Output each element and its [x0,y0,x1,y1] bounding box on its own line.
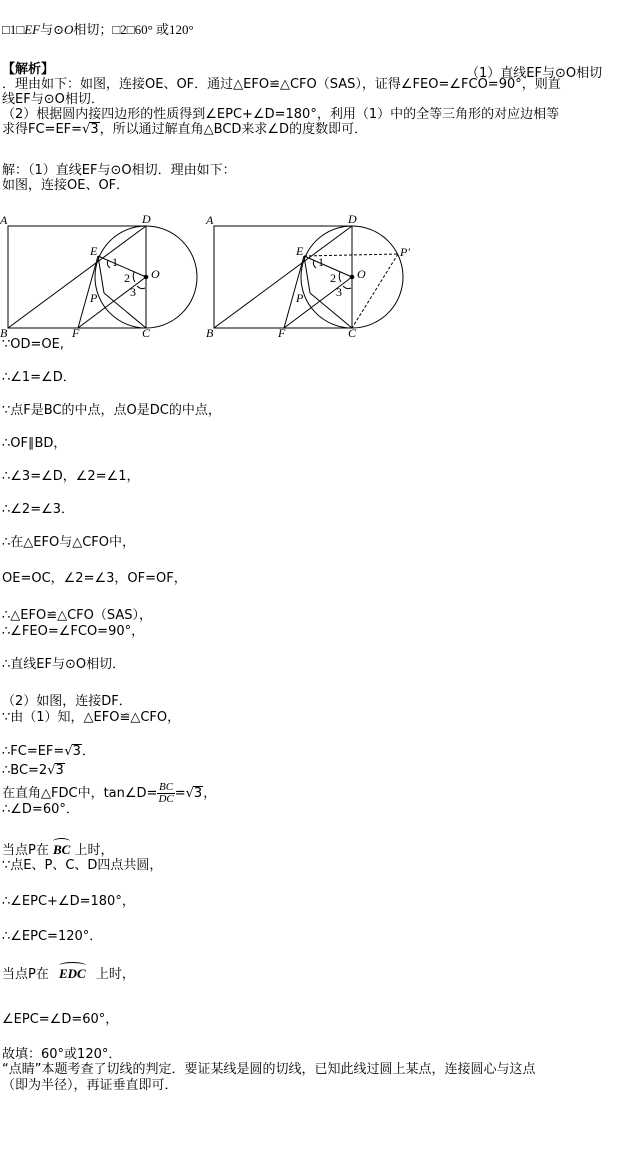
proof-line-18-b: 上时， [74,843,114,858]
answer-mid-1: 与⊙ [40,22,65,37]
proof-line-16: 在直角△FDC中，tan∠D= $\frac{BC}{DC}$ =√3， [2,781,217,805]
proof-line-4: ∴OF∥BD， [2,436,67,451]
proof-line-15: ∴BC=2√3 [2,763,64,778]
proof-line-16-radicand: 3 [193,786,203,801]
fig2-angle-1: 1 [318,255,324,269]
analysis-title: 【解析】 [2,62,55,77]
figure-1 [8,226,197,328]
proof-line-22-a: 当点P在 [2,967,49,982]
proof-line-23: ∠EPC=∠D=60°， [2,1012,119,1027]
fig2-angle-2: 2 [330,271,336,285]
proof-line-14-radicand: 3 [72,744,81,759]
proof-line-18 [2,842,113,858]
fig2-label-f: F [278,326,286,340]
fig1-label-o: O [151,267,160,281]
proof-line-18-a: 当点P在 [2,843,49,858]
analysis-line-2: 线EF与⊙O相切． [2,92,104,107]
proof-line-22 [2,966,135,982]
analysis-line-3: （2）根据圆内接四边形的性质得到∠EPC+∠D=180°，利用（1）中的全等三角形的对应边相等 [2,107,560,122]
fig1-angle-2: 2 [124,271,130,285]
answer-o: O [64,22,74,37]
proof-line-21: ∴∠EPC=120°． [2,929,103,944]
fig2-label-e: E [296,244,304,258]
tan-fraction [157,782,174,805]
proof-line-15-a: ∴BC=2 [2,763,48,778]
fig2-label-d: D [348,212,357,226]
analysis-line-4-a: 求得FC=EF= [2,122,83,137]
analysis-right-1: （1）直线EF与⊙O相切 [466,66,603,81]
fig1-label-c: C [142,326,151,340]
answer-mid-2: 相切；□2□60° 或120° [73,22,194,37]
solution-line-1: 解：（1）直线EF与⊙O相切．理由如下： [2,163,236,178]
proof-line-2: ∴∠1=∠D． [2,370,76,385]
fig1-label-e: E [90,244,98,258]
tan-denominator: DC [158,793,174,805]
fig2-label-c: C [348,326,357,340]
fig1-label-d: D [142,212,151,226]
proof-line-10: ∴∠FEO=∠FCO=90°， [2,624,145,639]
answer-line [2,22,194,37]
fig2-angle-3: 3 [336,285,342,299]
analysis-line-4-b: ，所以通过解直角△BCD来求∠D的度数即可． [99,122,368,137]
fig2-label-a: A [206,213,214,227]
proof-line-14: ∴FC=EF=√3． [2,744,95,759]
proof-line-1: ∵OD=OE, [2,337,64,352]
comment-line-2: （即为半径），再证垂直即可． [2,1078,178,1093]
proof-line-5: ∴∠3=∠D，∠2=∠1， [2,469,140,484]
fig1-label-p: P [90,291,98,305]
geometry-figures [0,210,630,340]
proof-line-22-b: 上时， [95,967,135,982]
fig1-label-a: A [0,213,8,227]
proof-line-16-b: = [174,786,186,801]
proof-line-14-b: ． [81,744,95,759]
proof-line-16-a: 在直角△FDC中，tan∠D= [2,786,158,801]
arc-edc: EDC [58,966,86,981]
solution-line-2: 如图，连接OE、OF． [2,178,130,193]
fig1-label-f: F [72,326,80,340]
fig1-angle-3: 3 [130,285,136,299]
proof-line-7: ∴在△EFO与△CFO中， [2,535,135,550]
analysis-line-4-radicand: 3 [90,122,99,137]
final-answer: 故填：60°或120°． [2,1047,122,1062]
fig2-label-p: P [296,291,304,305]
analysis-line-1: ．理由如下：如图，连接OE、OF．通过△EFO≌△CFO（SAS），证得∠FEO=∠FCO=90°，则直 [2,77,561,92]
tan-numerator: BC [159,781,174,793]
proof-line-17: ∴∠D=60°． [2,802,79,817]
fig2-label-b: B [206,326,214,340]
analysis-line-4: 求得FC=EF=√3，所以通过解直角△BCD来求∠D的度数即可． [2,122,368,137]
proof-line-16-c: ， [203,786,217,801]
proof-line-19: ∵点E、P、C、D四点共圆， [2,858,163,873]
proof-line-14-a: ∴FC=EF= [2,744,65,759]
fig1-angle-1: 1 [112,255,118,269]
answer-part-1: □1□ [2,22,25,37]
proof-line-20: ∴∠EPC+∠D=180°， [2,894,135,909]
proof-line-3: ∵点F是BC的中点，点O是DC的中点， [2,403,221,418]
comment-line-1: “点睛”本题考查了切线的判定．要证某线是圆的切线，已知此线过圆上某点，连接圆心与这点 [2,1062,536,1077]
proof-line-8: OE=OC，∠2=∠3，OF=OF， [2,571,187,586]
proof-line-11: ∴直线EF与⊙O相切． [2,657,126,672]
proof-line-15-radicand: 3 [55,763,64,778]
figure-2 [214,226,403,328]
proof-line-6: ∴∠2=∠3． [2,502,75,517]
arc-bc: BC [52,842,71,857]
proof-line-13: ∵由（1）知，△EFO≌△CFO， [2,710,181,725]
fig1-label-b: B [0,326,8,340]
fig2-label-p-prime: P' [400,245,410,259]
proof-line-12: （2）如图，连接DF． [2,694,132,709]
answer-ef: EF [24,22,41,37]
fig2-label-o: O [357,267,366,281]
proof-line-9: ∴△EFO≌△CFO（SAS）， [2,608,153,623]
